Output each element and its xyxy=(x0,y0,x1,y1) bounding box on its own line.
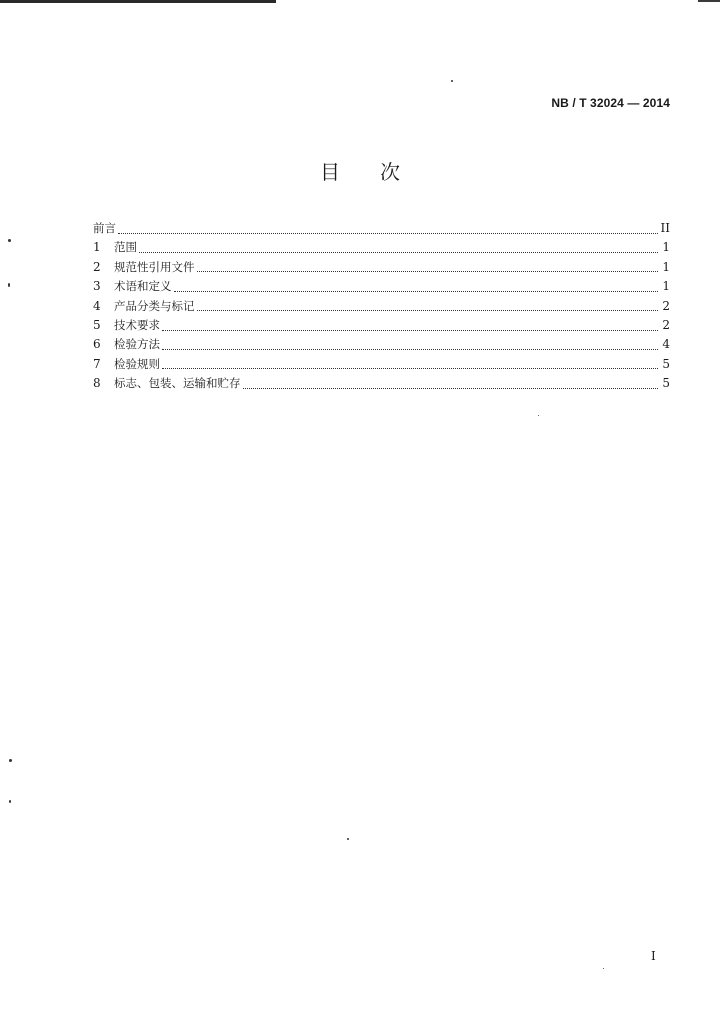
toc-entry-page: 1 xyxy=(662,279,670,294)
toc-entry-number: 3 xyxy=(93,279,101,294)
toc-entry-page: 1 xyxy=(662,240,670,255)
scan-speck xyxy=(9,759,12,762)
toc-entry-title: 技术要求 xyxy=(114,317,160,332)
toc-entry-title: 术语和定义 xyxy=(114,279,172,294)
toc-entry-page: 4 xyxy=(662,337,670,352)
toc-entry-4[interactable] xyxy=(93,297,670,316)
toc-entry-number: 8 xyxy=(93,376,101,391)
toc-entry-page: 2 xyxy=(662,317,670,332)
toc-entry-page: 5 xyxy=(662,356,670,371)
scan-speck xyxy=(538,415,539,416)
toc-entry-number: 7 xyxy=(93,356,101,371)
toc-entry-number: 5 xyxy=(93,317,101,332)
toc-entry-page: 1 xyxy=(662,259,670,274)
scan-speck xyxy=(347,838,349,840)
toc-entry-3[interactable] xyxy=(93,277,670,296)
dot-leader xyxy=(243,387,659,389)
toc-entry-page: II xyxy=(660,221,670,235)
toc-entry-title: 范围 xyxy=(114,240,137,255)
toc-entry-7[interactable] xyxy=(93,355,670,374)
toc-entry-8[interactable] xyxy=(93,374,670,393)
toc-entry-number: 1 xyxy=(93,240,101,255)
toc-entry-number: 2 xyxy=(93,259,101,274)
standard-code: NB / T 32024 — 2014 xyxy=(551,96,670,110)
toc-entry-foreword[interactable] xyxy=(93,219,670,238)
scan-edge-rule xyxy=(0,0,276,3)
toc-entry-1[interactable] xyxy=(93,238,670,257)
toc-entry-number: 4 xyxy=(93,298,101,313)
toc-title: 目次 xyxy=(320,160,440,184)
toc-entry-title: 检验规则 xyxy=(114,356,160,371)
scan-speck xyxy=(9,800,11,803)
toc-entry-title: 规范性引用文件 xyxy=(114,259,195,274)
toc-entry-page: 5 xyxy=(662,376,670,391)
scan-speck xyxy=(603,968,604,969)
dot-leader xyxy=(174,290,659,292)
toc-entry-page: 2 xyxy=(662,298,670,313)
toc-entry-5[interactable] xyxy=(93,316,670,335)
toc-entry-title: 前言 xyxy=(93,221,116,235)
scan-speck xyxy=(451,80,453,82)
scan-speck xyxy=(8,283,10,287)
scan-speck xyxy=(8,239,11,242)
toc-entry-2[interactable] xyxy=(93,258,670,277)
dot-leader xyxy=(197,309,659,311)
toc-list xyxy=(93,219,670,394)
dot-leader xyxy=(197,270,659,272)
dot-leader xyxy=(162,348,658,350)
toc-entry-6[interactable] xyxy=(93,335,670,354)
toc-entry-number: 6 xyxy=(93,337,101,352)
scan-corner-mark xyxy=(698,0,720,2)
toc-entry-title: 检验方法 xyxy=(114,337,160,352)
toc-entry-title: 产品分类与标记 xyxy=(114,298,195,313)
toc-entry-title: 标志、包装、运输和贮存 xyxy=(114,376,241,391)
dot-leader xyxy=(118,232,658,234)
dot-leader xyxy=(162,329,658,331)
dot-leader xyxy=(162,367,658,369)
page-number: I xyxy=(651,949,656,963)
dot-leader xyxy=(139,251,658,253)
